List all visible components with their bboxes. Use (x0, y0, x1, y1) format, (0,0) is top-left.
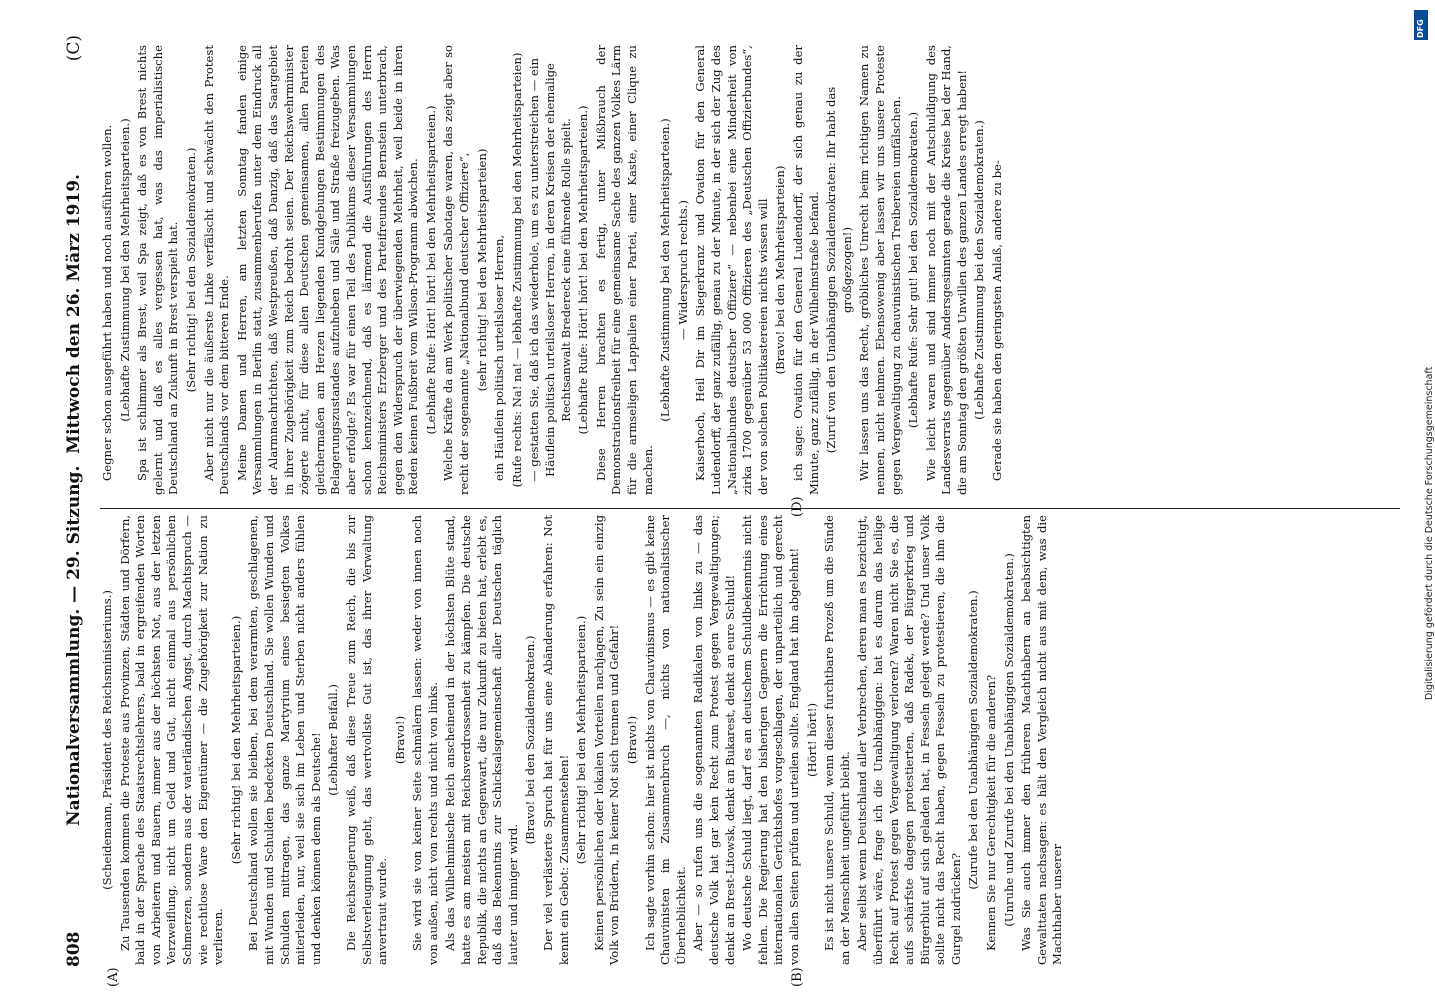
left-column-paragraph: (Bravo! bei den Sozialdemokraten.) (523, 635, 538, 845)
left-column-paragraph: Aber — so rufen uns die sogenannten Radikalen von links zu — das deutsche Volk hat gar kein Recht zum Protest gegen Vergewaltigungen; denkt an Brest-Litowsk, denkt an Bukarest, denkt an eure Schuld! (691, 515, 737, 965)
right-column-paragraph: Meine Damen und Herren, am letzten Sonntag fanden einige Versammlungen in Berlin statt, zusammenberufen unter dem Eindruck all der Alarmnachrichten, daß Westpreußen, daß Danzig, daß das Saargebiet in ihrer Zugehörigkeit zum Reich bedroht seien. Der Reichswehrminister zögerte nicht, für diese allen Deutschen gemeinsamen, allen Parteien gleichermaßen am Herzen liegenden Kundgebungen Bestimmungen des Belagerungszustandes aufzuheben und Säle und Straße freizugeben. Was aber erfolgte? Es war für einen Teil des Publikums dieser Versammlungen schon kennzeichnend, daß es lärmend die Ausführungen des Herrn Reichsministers Erzberger und des Parteifreundes Bernstein unterbrach, gegen den Widerspruch der überwiegenden Mehrheit, weil beide in ihren Reden keinen Fußbreit vom Wilson-Programm abwichen. (234, 45, 421, 495)
left-column-paragraph: (Zurufe bei den Unabhängigen Sozialdemokraten.) (966, 590, 981, 890)
left-column-text (100, 515, 1066, 965)
left-column-paragraph: Wo deutsche Schuld liegt, darf es an deutschem Schuldbekenntnis nicht fehlen. Die Regierung hat den bisherigen Gegnern die Errichtung eines internationalen Gerichtshofes vorgeschlagen, der unparteilich und gerecht von allen Seiten prüfen und urteilen sollte. England hat ihn abgelehnt! (740, 515, 801, 965)
right-column-paragraph: (Lebhafte Zustimmung bei den Sozialdemokraten.) (972, 120, 987, 420)
margin-marker: (D) (790, 496, 805, 517)
dfg-logo (1414, 10, 1428, 40)
left-column-paragraph: Kennen Sie nur Gerechtigkeit für die anderen? (984, 674, 999, 951)
left-column-paragraph: Keinen persönlichen oder lokalen Vorteilen nachjagen, Zu sein ein einzig Volk von Brüdern, In keiner Not sich trennen und Gefahr! (591, 515, 622, 965)
left-column-paragraph: Zu Tausenden kommen die Proteste aus Provinzen, Städten und Dörfern, bald in der Sprache des Staatsrechtslehrers, bald in ergreifenden Worten von Arbeitern und Bauern, immer aus der höchsten Not, aus der letzten Verzweiflung, nicht um Geld und Gut, nicht einmal aus persönlichen Schmerzen, sondern aus der vaterländischen Angst, durch Machtspruch — wie rechtlose Ware den Eigentümer — die Zugehörigkeit zur Nation zu verlieren. (117, 515, 226, 965)
right-column-text (100, 45, 1006, 495)
left-column-paragraph: (Unruhe und Zurufe bei den Unabhängigen Sozialdemokraten.) (1001, 553, 1016, 927)
left-column-paragraph: (Lebhafter Beifall.) (326, 684, 341, 796)
rotated-newspaper-page (60, 25, 1420, 987)
right-column-paragraph: (Sehr richtig! bei den Sozialdemokraten.) (183, 147, 198, 393)
right-column-paragraph: (Lebhafte Zustimmung bei den Mehrheitsparteien.) (117, 118, 132, 422)
page-header (60, 25, 90, 975)
left-column-paragraph: (Sehr richtig! bei den Mehrheitsparteien.) (228, 615, 243, 865)
right-column-paragraph: ich sage: Ovation für den General Ludendorff, der sich genau zu der Minute, ganz zufällig, in der Wilhelmstraße befand. (790, 45, 821, 495)
right-column-paragraph: (Lebhafte Zustimmung bei den Mehrheitsparteien.) (658, 118, 673, 422)
right-column-paragraph: Spa ist schlimmer als Brest, weil Spa zeigt, daß es von Brest nichts gelernt und daß es alles vergessen hat, was das imperialistische Deutschland an Zukunft in Brest verspielt hat. (135, 45, 181, 495)
dfg-logo-text: DFG (1416, 19, 1425, 38)
section-marker: (C) (64, 35, 84, 62)
left-column-paragraph: (Scheidemann, Präsident des Reichsministeriums.) (100, 590, 114, 890)
right-column-paragraph: (Bravo! bei den Mehrheitsparteien) (773, 165, 788, 375)
right-column-paragraph: Kaiserhoch, Heil Dir im Siegerkranz und Ovation für den General Ludendorff, der ganz zufällig, genau zu der Minute, in der sich der Zug des „Nationalbundes deutscher Offiziere“ — nebenbei eine Minderheit von zirka 1700 gegenüber 53 000 Offizieren des „Deutschen Offizierbundes“, der von solchen Politikastereien nichts wissen will (693, 45, 770, 495)
right-column-paragraph: Gegner schon ausgeführt haben und noch ausführen wollen. (100, 124, 114, 481)
right-column-paragraph: (sehr richtig! bei den Mehrheitsparteien) (474, 148, 489, 392)
right-column-paragraph: Wie leicht waren und sind immer noch mit der Antschuldigung des Landesverrats gegenüber Andersgesinnten gerade die Kreise bei der Hand, die am Sonntag den größten Unwillen des ganzen Landes erregt haben! (923, 45, 969, 495)
page-number: 808 (64, 931, 84, 967)
left-column-paragraph: (Sehr richtig! bei den Mehrheitsparteien.) (574, 615, 589, 865)
right-column-paragraph: Diese Herren brachten es fertig, unter Mißbrauch der Demonstrationsfreiheit für eine gemeinsame Sache des ganzen Volkes Lärm für die armseligen Lappalien einer Partei, einer Kaste, einer Clique zu machen. (593, 45, 655, 495)
right-column-paragraph: Welche Kräfte da am Werk politischer Sabotage waren, das zeigt aber so recht der sogenannte „Nationalbund deutscher Offiziere“, (441, 45, 472, 495)
session-date: Mittwoch den 26. März 1919. (64, 174, 84, 454)
right-column (100, 45, 1410, 517)
left-column-paragraph: (Bravo!) (392, 715, 407, 765)
right-column-paragraph: (Lebhafte Rufe: Hört! hört! bei den Mehrheitsparteien.) (576, 105, 591, 435)
right-column-paragraph: — Widerspruch rechts.) (675, 200, 690, 340)
left-column-paragraph: Sie wird sie von keiner Seite schmälern lassen: weder von innen noch von außen, nicht von rechts und nicht von links. (410, 515, 440, 965)
left-column-paragraph: Als das Wilhelminische Reich anscheinend in der höchsten Blüte stand, hatte es am meisten mit Reichsverdrossenheit zu kämpfen. Die deutsche Republik, die nichts an Gegenwart, die nur Zukunft zu bieten hat, erlebt es, daß das Bekenntnis zur Schicksalsgemeinschaft aller Deutschen täglich lauter und inniger wird. (443, 515, 520, 965)
header-center (64, 25, 84, 975)
left-column (100, 515, 1410, 987)
left-column-paragraph: (Hört! hört!) (804, 703, 819, 777)
session-title: Nationalversammlung. — 29. Sitzung. (64, 465, 84, 826)
right-column-paragraph: Gerade sie haben den geringsten Anlaß, andere zu be- (990, 160, 1005, 481)
left-column-paragraph: Der viel verlästerte Spruch hat für uns eine Abänderung erfahren: Not kennt ein Gebot: Zusammenstehen! (541, 515, 571, 965)
digitization-credit: Digitalisierung gefördert durch die Deutsche Forschungsgemeinschaft (1424, 366, 1435, 700)
left-column-paragraph: Die Reichsregierung weiß, daß diese Treue zum Reich, die bis zur Selbstverleugnung geht, das wertvollste Gut ist, das ihrer Verwaltung anvertraut wurde. (343, 515, 390, 965)
left-column-paragraph: (Bravo!) (625, 715, 639, 765)
column-divider (100, 508, 1400, 509)
right-column-paragraph: (Lebhafte Rufe: Hört! hört! bei den Mehrheitsparteien.) (423, 105, 438, 435)
right-column-paragraph: (Zuruf von den Unabhängigen Sozialdemokraten: Ihr habt das großgezogen!) (824, 86, 854, 454)
right-column-paragraph: Aber nicht nur die äußerste Linke verfälscht und schwächt den Protest Deutschlands vor dem bitteren Ende. (201, 45, 232, 495)
left-column-paragraph: Es ist nicht unsere Schuld, wenn dieser furchtbare Prozeß um die Sünde an der Menschheit ungeführt bleibt. (822, 515, 852, 965)
right-column-paragraph: (Lebhafte Rufe: Sehr gut! bei den Sozialdemokraten.) (906, 111, 921, 429)
right-column-paragraph: — gestatten Sie, daß ich das wiederhole, um es zu unterstreichen — ein Häuflein politisch urteilsloser Herren, in deren Kreisen der ehemalige Rechtsanwalt Bredereck eine führende Rolle spielt. (527, 58, 573, 482)
right-column-paragraph: Wir lassen uns das Recht, gröbliches Unrecht beim richtigen Namen zu nennen, nicht nehmen. Ebensowenig aber lassen wir uns unsere Proteste gegen Vergewaltigung zu chauvinistischen Treibereien umfälschen. (857, 45, 903, 495)
left-column-paragraph: Ich sagte vorhin schon: hier ist nichts von Chauvinismus — es gibt keine Chauvinisten im Zusammenbruch —, nichts von nationalistischer Überheblichkeit. (642, 515, 688, 965)
right-column-paragraph: (Rufe rechts: Na! na! — lebhafte Zustimmung bei den Mehrheitsparteien) (509, 52, 524, 488)
left-column-paragraph: Aber selbst wenn Deutschland aller Verbrechen, deren man es bezichtigt, überführt wäre, frage ich die Unabhängigen: hat es darum das heilige Recht auf Protest gegen Vergewaltigung verloren? Waren nicht Sie es, die aufs schärfste dagegen protestierten, daß Radek, der Bürgerkrieg und Bürgerblut auf sich geladen hat, in Fesseln gelegt werde? Und unser Volk sollte nicht das Recht haben, gegen Fesseln zu protestieren, die ihm die Gurgel zudrücken? (855, 515, 963, 965)
margin-marker: (A) (106, 967, 121, 987)
margin-marker: (B) (790, 967, 805, 987)
left-column-paragraph: Bei Deutschland wollen sie bleiben, bei dem verarmten, geschlagenen, mit Wunden und Schulden bedeckten Deutschland. Sie wollen Wunden und Schulden mittragen, das ganze Martyrium eines besiegten Volkes miterleiden, nur, weil sie sich im Leben und Sterben nicht anders fühlen und denken können denn als Deutsche! (246, 515, 323, 965)
right-column-paragraph: ein Häuflein politisch urteilsloser Herren, (492, 234, 507, 481)
left-column-paragraph: Was Sie auch immer den früheren Machthabern an beabsichtigten Gewalttaten nachsagen: es hält den Vergleich nicht aus mit dem, was die Machthaber unserer (1019, 515, 1065, 965)
